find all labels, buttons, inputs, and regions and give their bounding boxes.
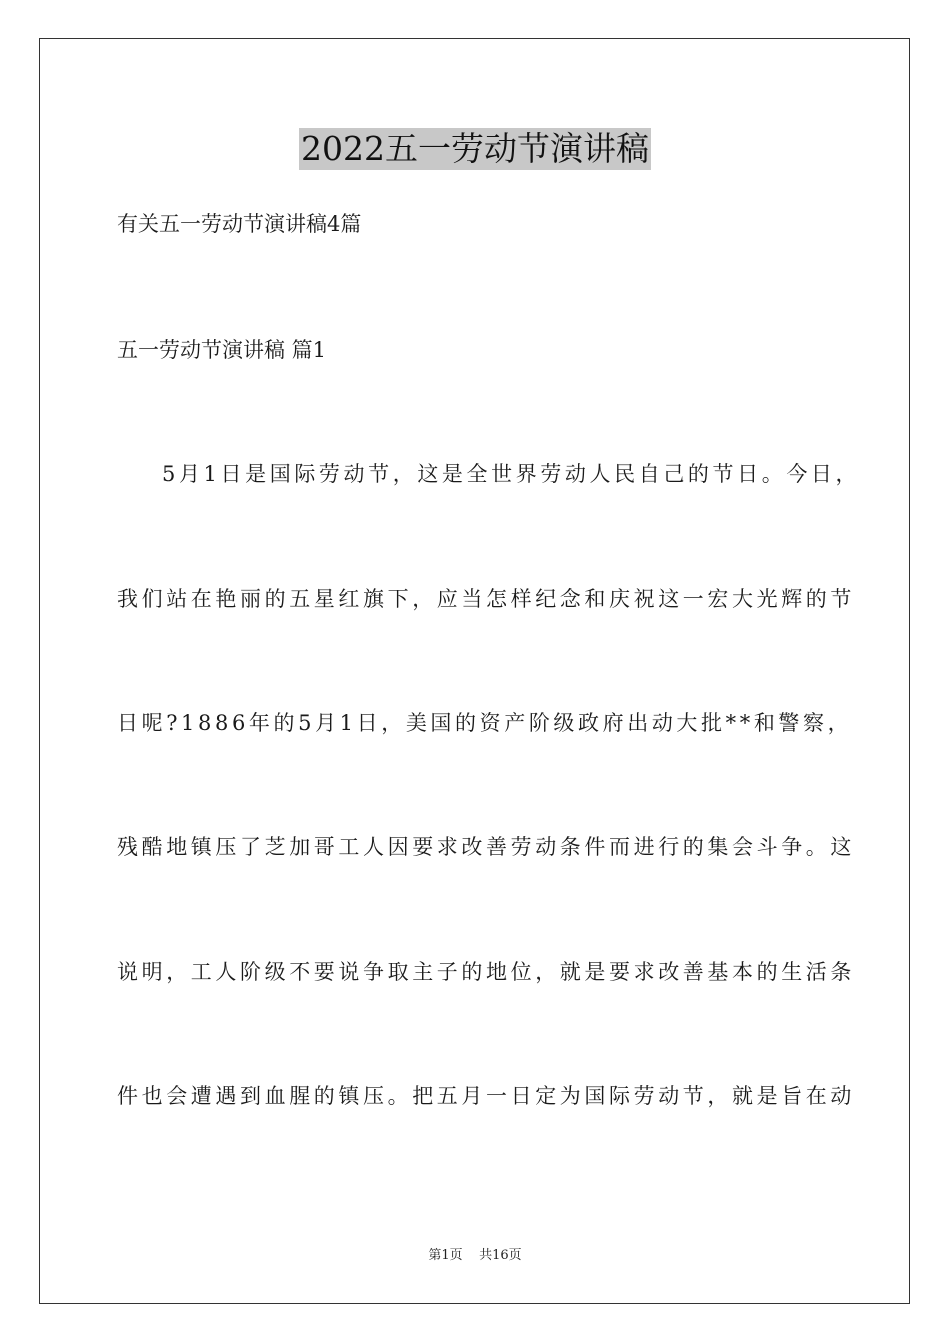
paragraph-line: 日呢?1886年的5月1日，美国的资产阶级政府出动大批**和警察， (117, 711, 853, 735)
page-number: 第1页 (428, 1248, 463, 1263)
paragraph-line: 件也会遭遇到血腥的镇压。把五月一日定为国际劳动节，就是旨在动 (117, 1084, 855, 1108)
title-container (0, 128, 950, 170)
page-footer (0, 1247, 950, 1265)
section-heading: 五一劳动节演讲稿 篇1 (117, 338, 327, 362)
total-pages: 共16页 (479, 1248, 522, 1263)
document-title: 2022五一劳动节演讲稿 (301, 129, 649, 168)
paragraph-line: 5月1日是国际劳动节，这是全世界劳动人民自己的节日。今日， (162, 462, 861, 486)
paragraph-line: 我们站在艳丽的五星红旗下，应当怎样纪念和庆祝这一宏大光辉的节 (117, 587, 855, 611)
paragraph-line: 残酷地镇压了芝加哥工人因要求改善劳动条件而进行的集会斗争。这 (117, 835, 855, 859)
document-subtitle: 有关五一劳动节演讲稿4篇 (117, 212, 362, 236)
paragraph-line: 说明，工人阶级不要说争取主子的地位，就是要求改善基本的生活条 (117, 960, 855, 984)
